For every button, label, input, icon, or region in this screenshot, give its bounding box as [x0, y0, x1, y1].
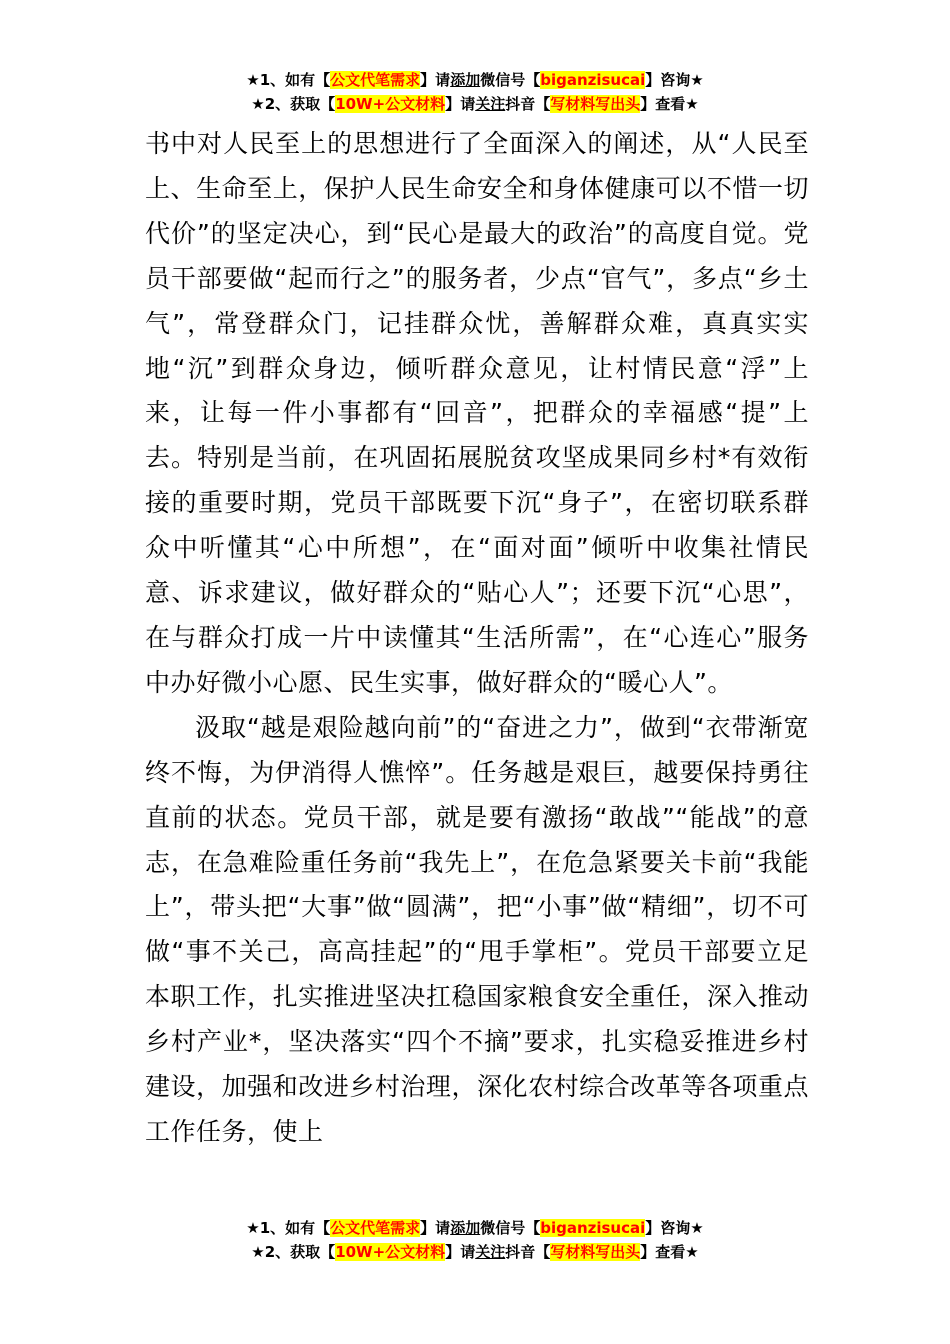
banner-text: 】请: [445, 1243, 476, 1261]
banner-text: 】咨询★: [645, 1219, 704, 1237]
banner-text: 微信号【: [480, 1219, 541, 1237]
banner-line-1: [0, 68, 950, 92]
document-body: [145, 122, 809, 1155]
banner-text: 】咨询★: [645, 71, 704, 89]
banner-text: ★2、获取【: [251, 1243, 336, 1261]
banner-text: 抖音【: [505, 95, 551, 113]
banner-text: ★1、如有【: [246, 71, 331, 89]
banner-text: ★1、如有【: [246, 1219, 331, 1237]
banner-text: ★2、获取【: [251, 95, 336, 113]
banner-line-2: [0, 92, 950, 116]
paragraph-1: 书中对人民至上的思想进行了全面深入的阐述，从“人民至上、生命至上，保护人民生命安全和身体健康可以不惜一切代价”的坚定决心，到“民心是最大的政治”的高度自觉。党员干部要做“起而行之”的服务者，少点“官气”，多点“乡土气”，常登群众门，记挂群众忧，善解群众难，真真实实地“沉”到群众身边，倾听群众意见，让村情民意“浮”上来，让每一件小事都有“回音”，把群众的幸福感“提”上去。特别是当前，在巩固拓展脱贫攻坚成果同乡村*有效衔接的重要时期，党员干部既要下沉“身子”，在密切联系群众中听懂其“心中所想”，在“面对面”倾听中收集社情民意、诉求建议，做好群众的“贴心人”；还要下沉“心思”，在与群众打成一片中读懂其“生活所需”，在“心连心”服务中办好微小心愿、民生实事，做好群众的“暖心人”。: [145, 129, 809, 697]
banner-text: 】请: [420, 1219, 451, 1237]
footer-banner: [0, 1216, 950, 1264]
paragraph-2: 汲取“越是艰险越向前”的“奋进之力”，做到“衣带渐宽终不悔，为伊消得人憔悴”。任务越是艰巨，越要保持勇往直前的状态。党员干部，就是要有激扬“敢战”“能战”的意志，在急难险重任务前“我先上”，在危急紧要关卡前“我能上”，带头把“大事”做“圆满”，把“小事”做“精细”，切不可做“事不关己，高高挂起”的“甩手掌柜”。党员干部要立足本职工作，扎实推进坚决扛稳国家粮食安全重任，深入推动乡村产业*，坚决落实“四个不摘”要求，扎实稳妥推进乡村建设，加强和改进乡村治理，深化农村综合改革等各项重点工作任务，使上: [145, 712, 809, 1146]
banner-text: 】查看★: [640, 95, 699, 113]
banner-underlined: 关注: [475, 95, 506, 113]
banner-highlight: 10W+公文材料: [335, 95, 446, 113]
banner-highlight: 10W+公文材料: [335, 1243, 446, 1261]
banner-text: 抖音【: [505, 1243, 551, 1261]
banner-highlight: biganzisucai: [540, 1219, 646, 1237]
banner-text: 】请: [445, 95, 476, 113]
banner-highlight: 写材料写出头: [550, 95, 641, 113]
banner-underlined: 添加: [450, 71, 481, 89]
banner-highlight: 公文代笔需求: [330, 1219, 421, 1237]
banner-text: 】请: [420, 71, 451, 89]
banner-text: 微信号【: [480, 71, 541, 89]
banner-underlined: 关注: [475, 1243, 506, 1261]
banner-highlight: biganzisucai: [540, 71, 646, 89]
banner-line-1: [0, 1216, 950, 1240]
banner-line-2: [0, 1240, 950, 1264]
banner-text: 】查看★: [640, 1243, 699, 1261]
header-banner: [0, 68, 950, 116]
banner-highlight: 公文代笔需求: [330, 71, 421, 89]
banner-highlight: 写材料写出头: [550, 1243, 641, 1261]
banner-underlined: 添加: [450, 1219, 481, 1237]
